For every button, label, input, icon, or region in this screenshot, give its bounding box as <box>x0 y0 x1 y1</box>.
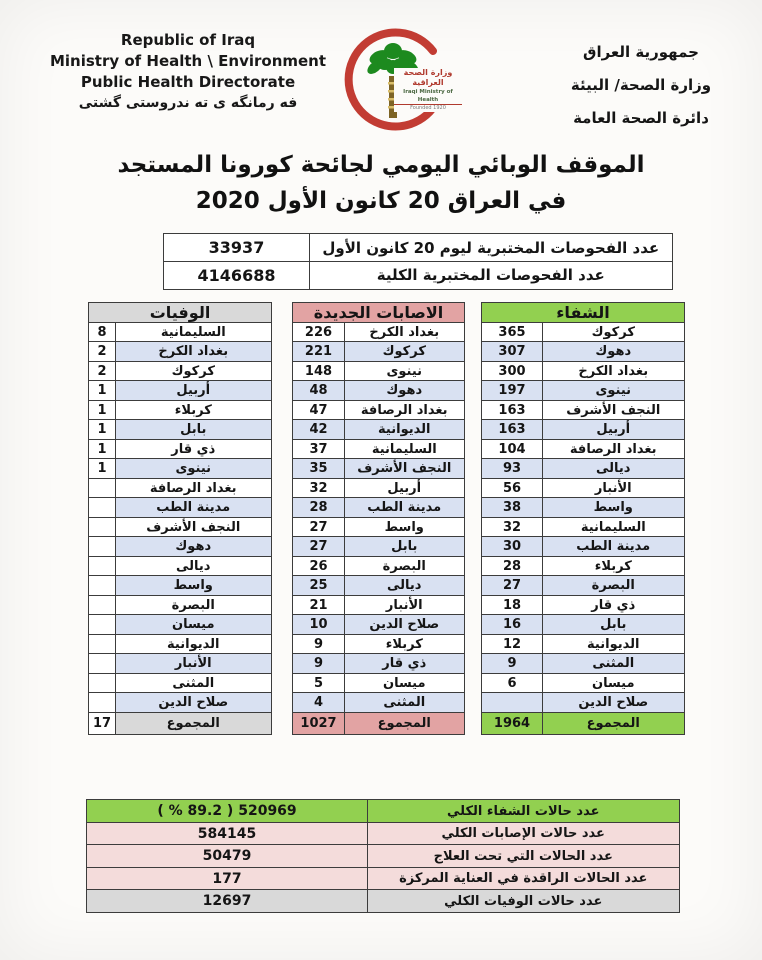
summary-value: 520969 ( 89.2 % ) <box>86 799 368 823</box>
governorate-value <box>88 673 116 694</box>
table-row <box>88 653 272 674</box>
report-title-line2: في العراق 20 كانون الأول 2020 <box>195 188 567 214</box>
governorate-name: ذي قار <box>542 595 686 616</box>
governorate-name: ذي قار <box>344 653 466 674</box>
governorate-value: 163 <box>481 400 543 421</box>
governorate-value: 1 <box>88 439 116 460</box>
table-row <box>88 439 272 460</box>
governorate-value: 32 <box>481 517 543 538</box>
summary-label: عدد الحالات الراقدة في العناية المركزة <box>367 867 681 891</box>
logo-label <box>394 68 462 112</box>
table-row <box>481 458 685 479</box>
governorate-value: 4 <box>292 692 345 713</box>
governorate-value: 93 <box>481 458 543 479</box>
table-row <box>88 536 272 557</box>
total-row <box>292 712 465 735</box>
total-value: 17 <box>88 712 116 735</box>
governorate-name: البصرة <box>115 595 273 616</box>
governorate-value: 221 <box>292 341 345 362</box>
table-row <box>292 322 465 343</box>
tests-table <box>163 233 673 290</box>
report-title-line1: الموقف الوبائي اليومي لجائحة كورونا المستجد <box>117 152 645 178</box>
governorate-value: 18 <box>481 595 543 616</box>
table-header-row <box>292 302 465 323</box>
table-row <box>292 400 465 421</box>
table-row <box>481 517 685 538</box>
logo-english-name: Iraqi Ministry of Health <box>394 88 462 105</box>
governorate-value: 35 <box>292 458 345 479</box>
governorate-name: مدينة الطب <box>542 536 686 557</box>
governorate-name: أربيل <box>542 419 686 440</box>
table-row <box>88 400 272 421</box>
summary-label: عدد حالات الشفاء الكلي <box>367 799 681 823</box>
header-english-block <box>34 30 342 114</box>
governorate-value: 307 <box>481 341 543 362</box>
governorate-value: 365 <box>481 322 543 343</box>
report-title <box>0 147 762 219</box>
deaths-table <box>88 302 272 735</box>
governorate-value: 32 <box>292 478 345 499</box>
table-row <box>88 322 272 343</box>
governorate-value: 163 <box>481 419 543 440</box>
governorate-value: 27 <box>481 575 543 596</box>
summary-row <box>86 889 680 913</box>
governorate-name: البصرة <box>344 556 466 577</box>
table-row <box>481 653 685 674</box>
table-header-row <box>481 302 685 323</box>
table-row <box>481 361 685 382</box>
header-line-directorate-ar: دائرة الصحة العامة <box>573 109 709 127</box>
table-row <box>88 517 272 538</box>
governorate-name: كركوك <box>115 361 273 382</box>
table-row <box>481 634 685 655</box>
table-row <box>292 517 465 538</box>
table-row <box>481 614 685 635</box>
governorate-name: ميسان <box>542 673 686 694</box>
governorate-value <box>88 536 116 557</box>
tests-label: عدد الفحوصات المختبرية ليوم 20 كانون الأول <box>309 233 674 262</box>
governorate-value <box>88 692 116 713</box>
table-row <box>292 653 465 674</box>
governorate-name: بغداد الكرخ <box>115 341 273 362</box>
table-row <box>292 458 465 479</box>
table-row <box>481 439 685 460</box>
summary-label: عدد حالات الوفيات الكلي <box>367 889 681 913</box>
table-row <box>292 575 465 596</box>
table-row <box>88 556 272 577</box>
table-row <box>292 556 465 577</box>
governorate-value: 226 <box>292 322 345 343</box>
governorate-name: السليمانية <box>344 439 466 460</box>
governorate-name: السليمانية <box>115 322 273 343</box>
total-label: المجموع <box>344 712 466 735</box>
logo-arabic-name: وزارة الصحة العراقية <box>403 68 453 87</box>
governorate-value <box>88 556 116 577</box>
table-row <box>481 536 685 557</box>
header-line-kurdish: فه رمانگه ی ته ندروستی گشتی <box>78 95 298 111</box>
governorate-value: 48 <box>292 380 345 401</box>
governorate-value: 2 <box>88 361 116 382</box>
governorate-name: بغداد الرصافة <box>542 439 686 460</box>
governorate-name: كركوك <box>542 322 686 343</box>
summary-value: 177 <box>86 867 368 891</box>
governorate-name: كربلاء <box>344 634 466 655</box>
table-row <box>481 497 685 518</box>
governorate-value <box>88 614 116 635</box>
table-row <box>481 419 685 440</box>
table-header-row <box>88 302 272 323</box>
table-row <box>292 536 465 557</box>
table-row <box>481 478 685 499</box>
table-row <box>88 458 272 479</box>
table-row <box>292 478 465 499</box>
table-row <box>292 634 465 655</box>
table-row <box>88 341 272 362</box>
ministry-logo <box>330 20 462 140</box>
governorate-value: 6 <box>481 673 543 694</box>
governorate-name: النجف الأشرف <box>344 458 466 479</box>
governorate-value: 148 <box>292 361 345 382</box>
governorate-value <box>481 692 543 713</box>
governorate-name: دهوك <box>115 536 273 557</box>
summary-label: عدد الحالات التي تحت العلاج <box>367 844 681 868</box>
governorate-value: 1 <box>88 419 116 440</box>
governorate-value <box>88 497 116 518</box>
tests-row <box>163 233 673 262</box>
table-row <box>88 497 272 518</box>
governorate-name: بابل <box>344 536 466 557</box>
governorate-value <box>88 634 116 655</box>
summary-value: 12697 <box>86 889 368 913</box>
governorate-value: 104 <box>481 439 543 460</box>
table-row <box>481 400 685 421</box>
governorate-name: صلاح الدين <box>115 692 273 713</box>
governorate-name: مدينة الطب <box>115 497 273 518</box>
governorate-value <box>88 575 116 596</box>
governorate-name: مدينة الطب <box>344 497 466 518</box>
governorate-name: نينوى <box>115 458 273 479</box>
table-row <box>88 380 272 401</box>
governorate-value: 1 <box>88 400 116 421</box>
table-row <box>481 322 685 343</box>
governorate-value: 9 <box>292 653 345 674</box>
governorate-value <box>88 653 116 674</box>
governorate-name: المثنى <box>344 692 466 713</box>
governorate-name: المثنى <box>542 653 686 674</box>
table-row <box>481 341 685 362</box>
table-row <box>88 575 272 596</box>
table-row <box>88 478 272 499</box>
governorate-value: 9 <box>292 634 345 655</box>
governorate-value: 2 <box>88 341 116 362</box>
table-row <box>481 575 685 596</box>
header-line-country: Republic of Iraq <box>120 31 256 49</box>
total-row <box>88 712 272 735</box>
table-row <box>88 692 272 713</box>
governorate-name: النجف الأشرف <box>115 517 273 538</box>
governorate-value: 8 <box>88 322 116 343</box>
governorate-name: واسط <box>344 517 466 538</box>
governorate-name: الديوانية <box>115 634 273 655</box>
governorate-name: ميسان <box>115 614 273 635</box>
table-row <box>88 419 272 440</box>
summary-value: 584145 <box>86 822 368 846</box>
governorate-name: المثنى <box>115 673 273 694</box>
summary-label: عدد حالات الإصابات الكلي <box>367 822 681 846</box>
governorate-value: 10 <box>292 614 345 635</box>
governorate-value <box>88 478 116 499</box>
governorate-name: واسط <box>542 497 686 518</box>
governorate-name: نينوى <box>344 361 466 382</box>
governorate-name: بغداد الكرخ <box>344 322 466 343</box>
governorate-name: دهوك <box>344 380 466 401</box>
governorate-name: بابل <box>542 614 686 635</box>
governorate-name: صلاح الدين <box>542 692 686 713</box>
governorate-name: النجف الأشرف <box>542 400 686 421</box>
governorate-value <box>88 595 116 616</box>
governorate-value: 12 <box>481 634 543 655</box>
governorate-value: 30 <box>481 536 543 557</box>
table-row <box>88 595 272 616</box>
tests-row <box>163 261 673 290</box>
summary-row <box>86 799 680 823</box>
table-row <box>292 380 465 401</box>
governorate-value: 38 <box>481 497 543 518</box>
summary-row <box>86 844 680 868</box>
tests-value: 33937 <box>163 233 310 262</box>
total-label: المجموع <box>542 712 686 735</box>
governorate-name: بابل <box>115 419 273 440</box>
governorate-name: الأنبار <box>115 653 273 674</box>
governorate-name: نينوى <box>542 380 686 401</box>
tests-value: 4146688 <box>163 261 310 290</box>
governorate-value: 5 <box>292 673 345 694</box>
governorate-value: 26 <box>292 556 345 577</box>
governorate-name: كربلاء <box>115 400 273 421</box>
governorate-value: 28 <box>292 497 345 518</box>
total-value: 1027 <box>292 712 345 735</box>
governorate-value: 28 <box>481 556 543 577</box>
governorate-value: 37 <box>292 439 345 460</box>
governorate-value <box>88 517 116 538</box>
governorate-name: الأنبار <box>542 478 686 499</box>
table-row <box>292 595 465 616</box>
governorate-name: واسط <box>115 575 273 596</box>
table-row <box>88 361 272 382</box>
table-title: الشفاء <box>481 302 685 323</box>
table-row <box>481 556 685 577</box>
header-line-ministry: Ministry of Health \ Environment <box>49 52 327 70</box>
governorate-value: 25 <box>292 575 345 596</box>
table-title: الاصابات الجديدة <box>292 302 465 323</box>
table-row <box>88 673 272 694</box>
table-row <box>481 692 685 713</box>
governorate-value: 47 <box>292 400 345 421</box>
governorate-value: 300 <box>481 361 543 382</box>
table-row <box>481 595 685 616</box>
table-row <box>292 497 465 518</box>
governorate-name: ميسان <box>344 673 466 694</box>
governorate-name: دهوك <box>542 341 686 362</box>
governorate-value: 42 <box>292 419 345 440</box>
governorate-name: بغداد الرصافة <box>115 478 273 499</box>
summary-table <box>86 799 680 913</box>
table-row <box>292 341 465 362</box>
governorate-name: الأنبار <box>344 595 466 616</box>
governorate-value: 21 <box>292 595 345 616</box>
governorate-name: بغداد الكرخ <box>542 361 686 382</box>
governorate-name: الديوانية <box>542 634 686 655</box>
governorate-value: 56 <box>481 478 543 499</box>
table-row <box>481 380 685 401</box>
summary-row <box>86 867 680 891</box>
table-row <box>292 361 465 382</box>
recoveries-table <box>481 302 685 735</box>
header-line-directorate: Public Health Directorate <box>80 73 296 91</box>
tests-label: عدد الفحوصات المختبرية الكلية <box>309 261 674 290</box>
total-label: المجموع <box>115 712 273 735</box>
governorate-name: بغداد الرصافة <box>344 400 466 421</box>
table-title: الوفيات <box>88 302 272 323</box>
table-row <box>88 614 272 635</box>
total-row <box>481 712 685 735</box>
governorate-value: 1 <box>88 458 116 479</box>
governorate-name: ديالى <box>344 575 466 596</box>
table-row <box>292 439 465 460</box>
governorate-name: صلاح الدين <box>344 614 466 635</box>
governorate-name: أربيل <box>344 478 466 499</box>
governorate-name: البصرة <box>542 575 686 596</box>
governorate-value: 9 <box>481 653 543 674</box>
table-row <box>481 673 685 694</box>
summary-row <box>86 822 680 846</box>
governorate-name: الديوانية <box>344 419 466 440</box>
table-row <box>292 692 465 713</box>
table-row <box>88 634 272 655</box>
governorate-value: 197 <box>481 380 543 401</box>
governorate-name: كربلاء <box>542 556 686 577</box>
governorate-value: 27 <box>292 517 345 538</box>
header-line-ministry-ar: وزارة الصحة/ البيئة <box>570 76 712 94</box>
governorate-name: ديالى <box>542 458 686 479</box>
header-line-country-ar: جمهورية العراق <box>583 43 699 61</box>
table-row <box>292 419 465 440</box>
table-row <box>292 614 465 635</box>
governorate-value: 1 <box>88 380 116 401</box>
new-cases-table <box>292 302 465 735</box>
governorate-name: السليمانية <box>542 517 686 538</box>
governorate-name: أربيل <box>115 380 273 401</box>
governorate-name: كركوك <box>344 341 466 362</box>
total-value: 1964 <box>481 712 543 735</box>
logo-founded-text: Founded 1920 <box>410 105 446 111</box>
summary-value: 50479 <box>86 844 368 868</box>
header-arabic-block <box>532 36 750 135</box>
governorate-value: 27 <box>292 536 345 557</box>
governorate-name: ديالى <box>115 556 273 577</box>
governorate-name: ذي قار <box>115 439 273 460</box>
table-row <box>292 673 465 694</box>
governorate-value: 16 <box>481 614 543 635</box>
